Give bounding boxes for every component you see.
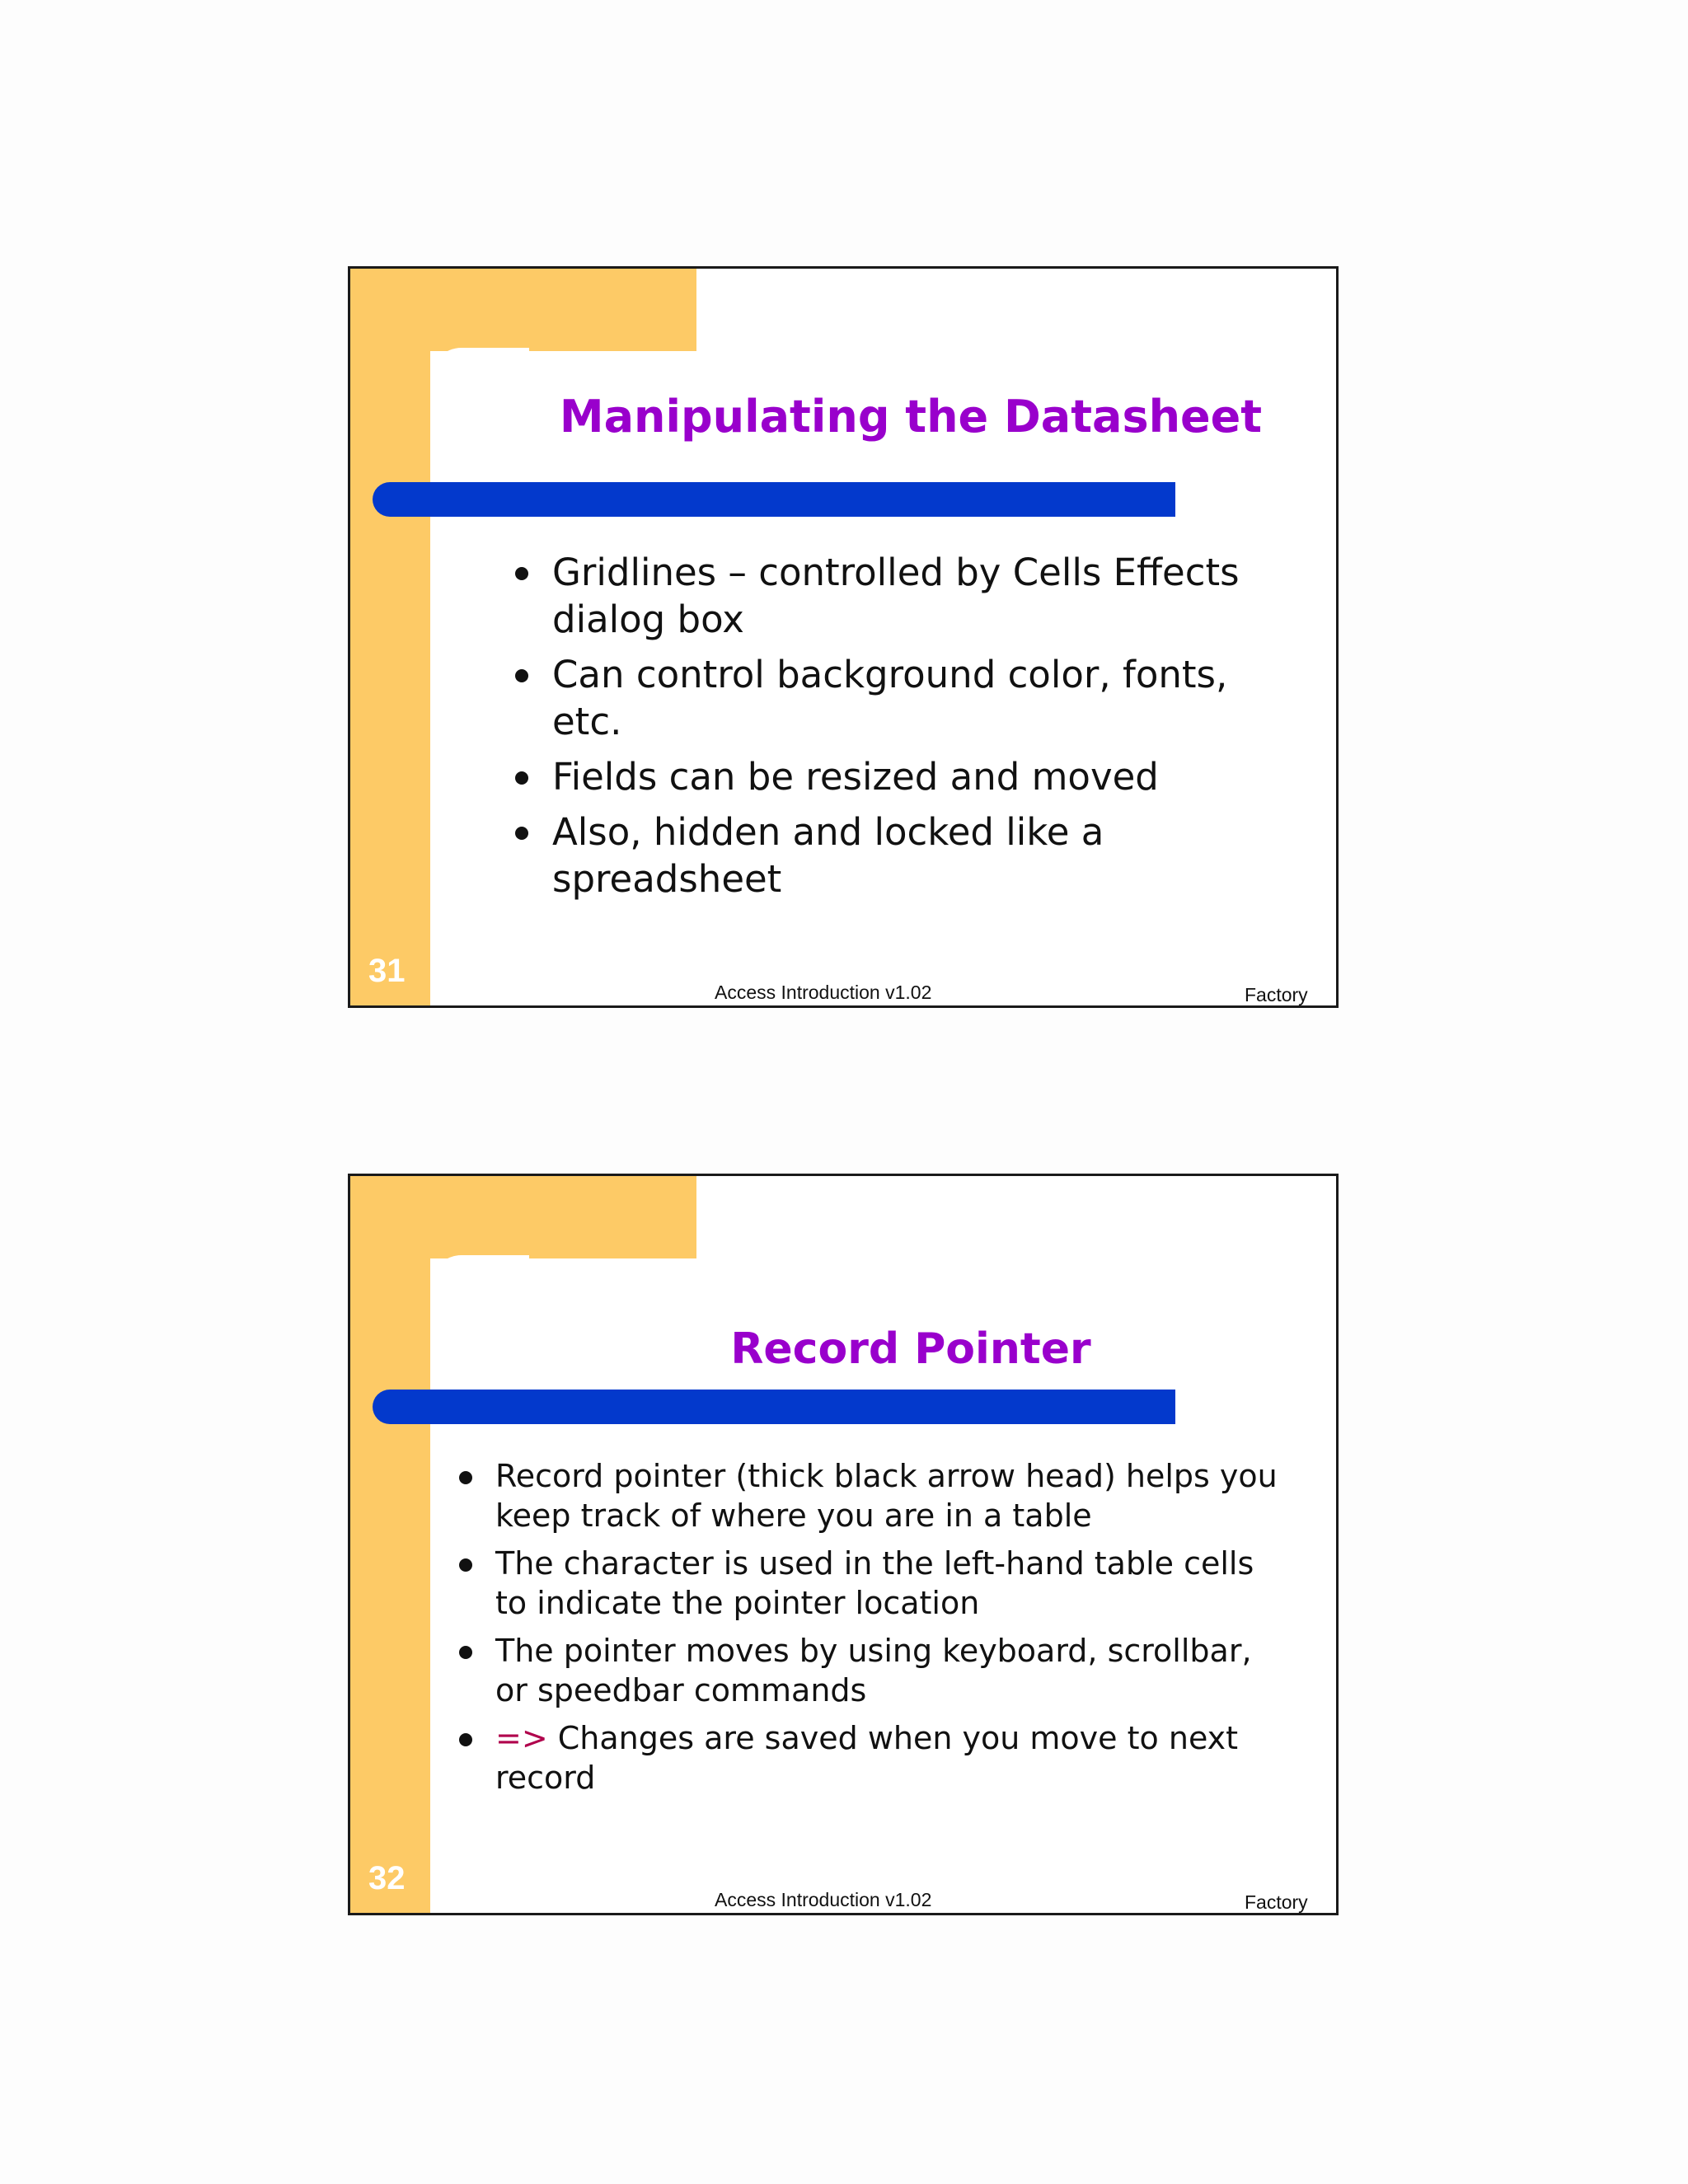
bullet-text: Also, hidden and locked like a spreadsheet [552,810,1104,901]
slide-decoration-left [350,269,430,1008]
bullet-list [515,549,1257,911]
bullet-dot-icon [459,1558,472,1572]
bullet-item [515,753,1257,800]
footer-title: Access Introduction v1.02 [715,1889,932,1910]
slide-decoration-corner [430,348,529,447]
bullet-text: The character is used in the left-hand table cells to indicate the pointer location [495,1545,1254,1621]
bullet-text: Fields can be resized and moved [552,755,1159,799]
footer-author: Factory [1245,1891,1308,1913]
bullet-list [459,1456,1292,1806]
bullet-dot-icon [515,669,528,682]
bullet-dot-icon [515,567,528,580]
bullet-text: Changes are saved when you move to next record [495,1720,1239,1796]
arrow-mark: => [495,1720,548,1756]
slide-31 [348,266,1339,1008]
bullet-item [459,1456,1292,1535]
bullet-item [515,549,1257,643]
bullet-dot-icon [459,1733,472,1746]
bullet-text: Can control background color, fonts, etc. [552,653,1228,743]
bullet-item [515,808,1257,902]
slide-title: Record Pointer [730,1324,1091,1374]
slide-decoration-corner [430,1255,529,1354]
bullet-dot-icon [515,771,528,785]
title-underline-bar [373,482,1175,517]
bullet-item [459,1718,1292,1797]
slide-decoration-left [350,1176,430,1915]
bullet-dot-icon [459,1646,472,1659]
footer-title: Access Introduction v1.02 [715,982,932,1003]
bullet-dot-icon [459,1471,472,1484]
footer-author: Factory [1245,984,1308,1005]
bullet-text: Record pointer (thick black arrow head) helps you keep track of where you are in a table [495,1458,1278,1534]
bullet-dot-icon [515,827,528,840]
slide-number: 31 [368,953,406,989]
bullet-item [515,651,1257,745]
slide-title: Manipulating the Datasheet [559,391,1263,443]
bullet-text: Gridlines – controlled by Cells Effects dialog box [552,551,1240,641]
bullet-item [459,1631,1292,1710]
slide-number: 32 [368,1860,406,1896]
bullet-text: The pointer moves by using keyboard, scrollbar, or speedbar commands [495,1633,1252,1708]
bullet-item [459,1544,1292,1623]
title-underline-bar [373,1390,1175,1424]
slide-32 [348,1174,1339,1915]
